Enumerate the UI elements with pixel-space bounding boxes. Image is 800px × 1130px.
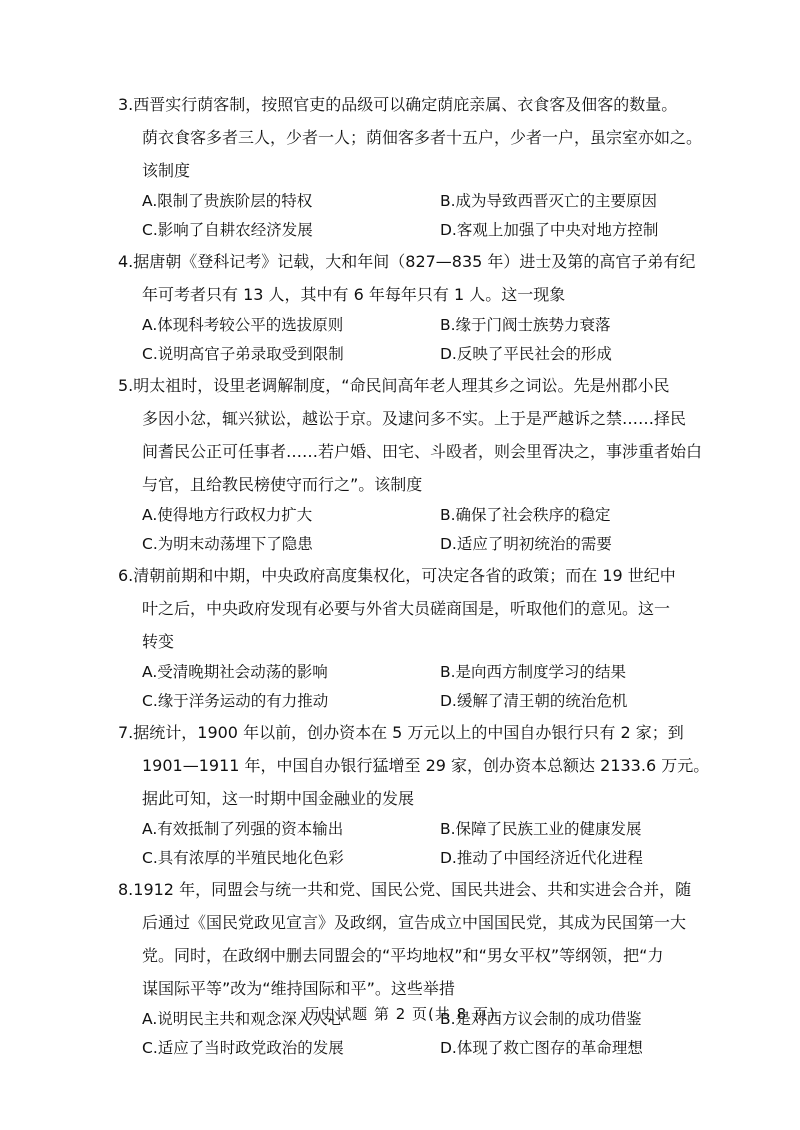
question-stem-line: 该制度 [142, 161, 191, 180]
option-c: C.说明高官子弟录取受到限制 [142, 345, 344, 363]
option-c: C.为明末动荡埋下了隐患 [142, 535, 313, 553]
option-row [118, 815, 718, 844]
option-row [118, 1034, 718, 1063]
question-5 [118, 369, 718, 559]
question-list [118, 88, 718, 1063]
option-d: D.体现了救亡图存的革命理想 [440, 1039, 643, 1057]
option-d: D.推动了中国经济近代化进程 [440, 849, 643, 867]
option-a: A.使得地方行政权力扩大 [142, 506, 313, 524]
question-stem-line: 1901—1911 年，中国自办银行猛增至 29 家，创办资本总额达 2133.6 万元。 [142, 756, 710, 775]
option-d: D.客观上加强了中央对地方控制 [440, 221, 659, 239]
option-row [118, 658, 718, 687]
question-stem-line: 据此可知，这一时期中国金融业的发展 [142, 789, 415, 808]
question-8 [118, 873, 718, 1063]
option-b: B.保障了民族工业的健康发展 [440, 820, 642, 838]
option-row [118, 311, 718, 340]
option-row [118, 844, 718, 873]
question-stem-line: 6.清朝前期和中期，中央政府高度集权化，可决定各省的政策；而在 19 世纪中 [118, 566, 676, 585]
option-a: A.体现科考较公平的选拔原则 [142, 316, 344, 334]
question-stem-line: 与官，且给教民榜使守而行之”。该制度 [142, 475, 423, 494]
question-4 [118, 245, 718, 369]
option-b: B.是对西方议会制的成功借鉴 [440, 1010, 642, 1028]
option-a: A.限制了贵族阶层的特权 [142, 192, 313, 210]
question-7 [118, 716, 718, 873]
question-stem-line: 谋国际平等”改为“维持国际和平”。这些举措 [142, 979, 455, 998]
option-row [118, 530, 718, 559]
option-a: A.受清晚期社会动荡的影响 [142, 663, 328, 681]
question-stem-line: 党。同时，在政纲中删去同盟会的“平均地权”和“男女平权”等纲领，把“力 [142, 946, 664, 965]
question-stem-line: 7.据统计，1900 年以前，创办资本在 5 万元以上的中国自办银行只有 2 家；到 [118, 723, 684, 742]
option-c: C.缘于洋务运动的有力推动 [142, 692, 329, 710]
question-stem-line: 5.明太祖时，设里老调解制度，“命民间高年老人理其乡之词讼。先是州郡小民 [118, 376, 670, 395]
question-stem-line: 间耆民公正可任事者……若户婚、田宅、斗殴者，则会里胥决之，事涉重者始白 [142, 442, 703, 461]
question-6 [118, 559, 718, 716]
option-c: C.具有浓厚的半殖民地化色彩 [142, 849, 344, 867]
option-c: C.影响了自耕农经济发展 [142, 221, 313, 239]
question-stem-line: 多因小忿，辄兴狱讼，越讼于京。及逮问多不实。上于是严越诉之禁……择民 [142, 409, 687, 428]
question-stem-line: 叶之后，中央政府发现有必要与外省大员磋商国是，听取他们的意见。这一 [142, 599, 671, 618]
option-b: B.是向西方制度学习的结果 [440, 663, 627, 681]
option-a: A.说明民主共和观念深入人心 [142, 1010, 344, 1028]
option-row [118, 340, 718, 369]
option-row [118, 501, 718, 530]
question-stem-line: 3.西晋实行荫客制，按照官吏的品级可以确定荫庇亲属、衣食客及佃客的数量。 [118, 95, 678, 114]
option-a: A.有效抵制了列强的资本输出 [142, 820, 344, 838]
question-stem-line: 4.据唐朝《登科记考》记载，大和年间（827—835 年）进士及第的高官子弟有纪 [118, 252, 696, 271]
option-b: B.缘于门阀士族势力衰落 [440, 316, 611, 334]
question-stem-line: 荫衣食客多者三人，少者一人；荫佃客多者十五户，少者一户，虽宗室亦如之。 [142, 128, 703, 147]
option-row [118, 687, 718, 716]
question-3 [118, 88, 718, 245]
option-d: D.缓解了清王朝的统治危机 [440, 692, 628, 710]
question-stem-line: 8.1912 年，同盟会与统一共和党、国民公党、国民共进会、共和实进会合并，随 [118, 880, 692, 899]
option-d: D.反映了平民社会的形成 [440, 345, 612, 363]
option-b: B.成为导致西晋灭亡的主要原因 [440, 192, 658, 210]
option-row [118, 216, 718, 245]
page-footer: 历史试题 第 2 页(共 8 页) [304, 1005, 496, 1023]
option-d: D.适应了明初统治的需要 [440, 535, 612, 553]
option-row [118, 187, 718, 216]
question-stem-line: 年可考者只有 13 人，其中有 6 年每年只有 1 人。这一现象 [142, 285, 566, 304]
option-c: C.适应了当时政党政治的发展 [142, 1039, 344, 1057]
question-stem-line: 转变 [142, 632, 175, 651]
option-b: B.确保了社会秩序的稳定 [440, 506, 611, 524]
question-stem-line: 后通过《国民党政见宣言》及政纲，宣告成立中国国民党，其成为民国第一大 [142, 913, 687, 932]
